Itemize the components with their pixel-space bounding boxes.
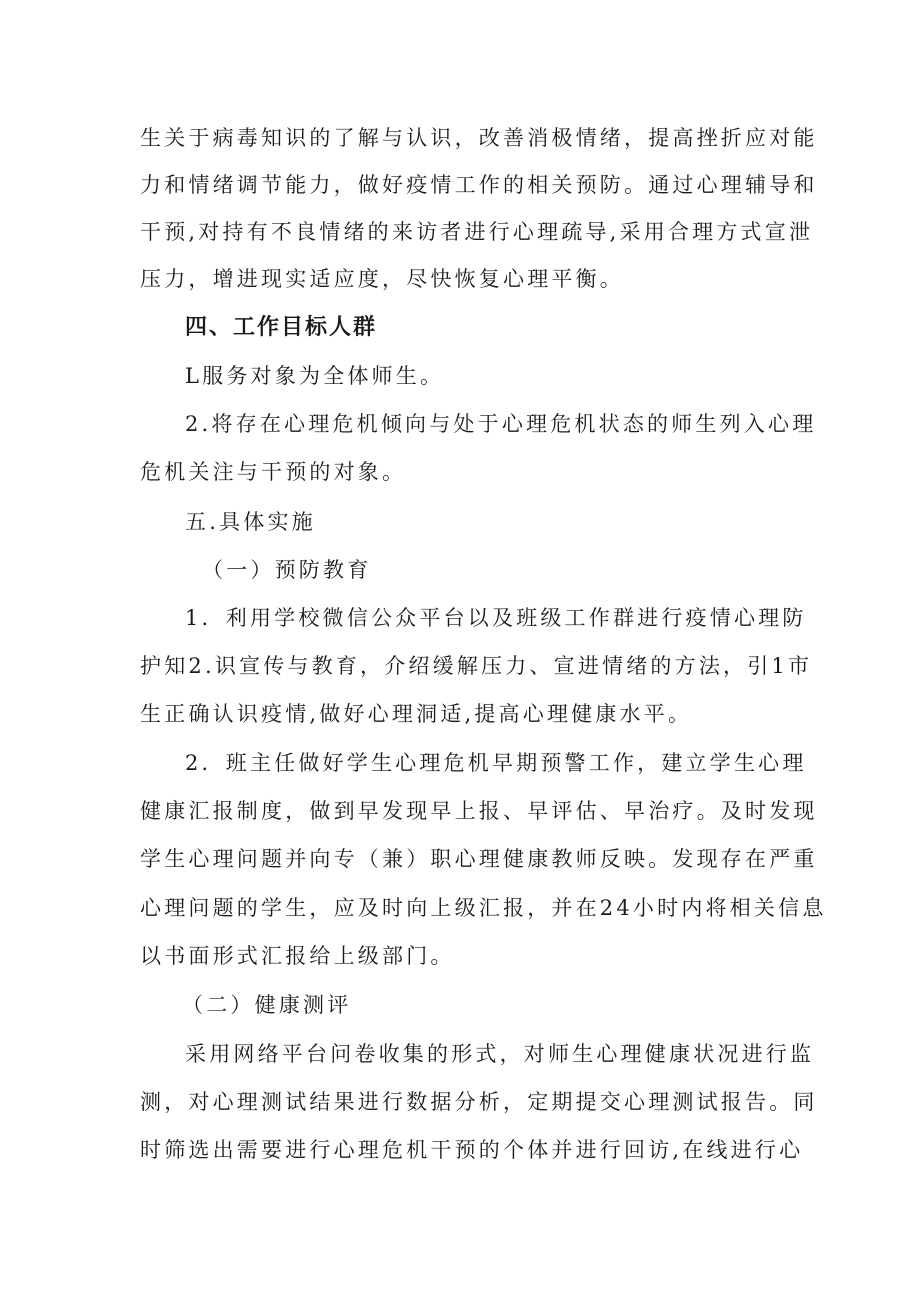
section-4-item-1: L服务对象为全体师生。 <box>185 364 445 388</box>
section-5-heading: 五.具体实施 <box>185 510 316 534</box>
sub1-item-2-line-4: 心理问题的学生，应及时向上级汇报，并在24小时内将相关信息 <box>140 896 827 920</box>
sub1-item-1-line-2: 护知2.识宣传与教育，介绍缓解压力、宣进情绪的方法，引1市 <box>140 654 813 678</box>
subsection-2-heading: （二）健康测评 <box>182 993 352 1017</box>
section-4-item-2-line-2: 危机关注与干预的对象。 <box>140 460 407 484</box>
sub1-item-2-line-3: 学生心理问题并向专（兼）职心理健康教师反映。发现存在严重 <box>140 847 818 871</box>
section-4-heading: 四、工作目标人群 <box>185 315 378 340</box>
intro-line-2: 力和情绪调节能力，做好疫情工作的相关预防。通过心理辅导和 <box>140 173 818 197</box>
subsection-1-heading: （一）预防教育 <box>202 558 372 582</box>
sub1-item-2-line-2: 健康汇报制度，做到早发现早上报、早评估、早治疗。及时发现 <box>140 799 818 823</box>
section-4-item-2-line-1: 2.将存在心理危机倾向与处于心理危机状态的师生列入心理 <box>185 412 817 436</box>
intro-line-3: 干预,对持有不良情绪的来访者进行心理疏导,采用合理方式宣泄 <box>140 220 814 244</box>
sub2-para-line-1: 采用网络平台问卷收集的形式，对师生心理健康状况进行监 <box>185 1042 815 1066</box>
sub1-item-1-line-1: 1．利用学校微信公众平台以及班级工作群进行疫情心理防 <box>185 606 807 630</box>
sub2-para-line-3: 时筛选出需要进行心理危机干预的个体并进行回访,在线进行心 <box>140 1138 804 1162</box>
sub1-item-1-line-3: 生正确认识疫情,做好心理洞适,提高心理健康水平。 <box>140 702 693 726</box>
sub2-para-line-2: 测，对心理测试结果进行数据分析，定期提交心理测试报告。同 <box>140 1090 818 1114</box>
sub1-item-2-line-1: 2．班主任做好学生心理危机早期预警工作，建立学生心理 <box>185 751 807 775</box>
intro-line-4: 压力，增进现实适应度，尽快恢复心理平衡。 <box>140 267 624 291</box>
intro-line-1: 生关于病毒知识的了解与认识，改善消极情绪，提高挫折应对能 <box>140 126 818 150</box>
sub1-item-2-line-5: 以书面形式汇报给上级部门。 <box>140 944 455 968</box>
